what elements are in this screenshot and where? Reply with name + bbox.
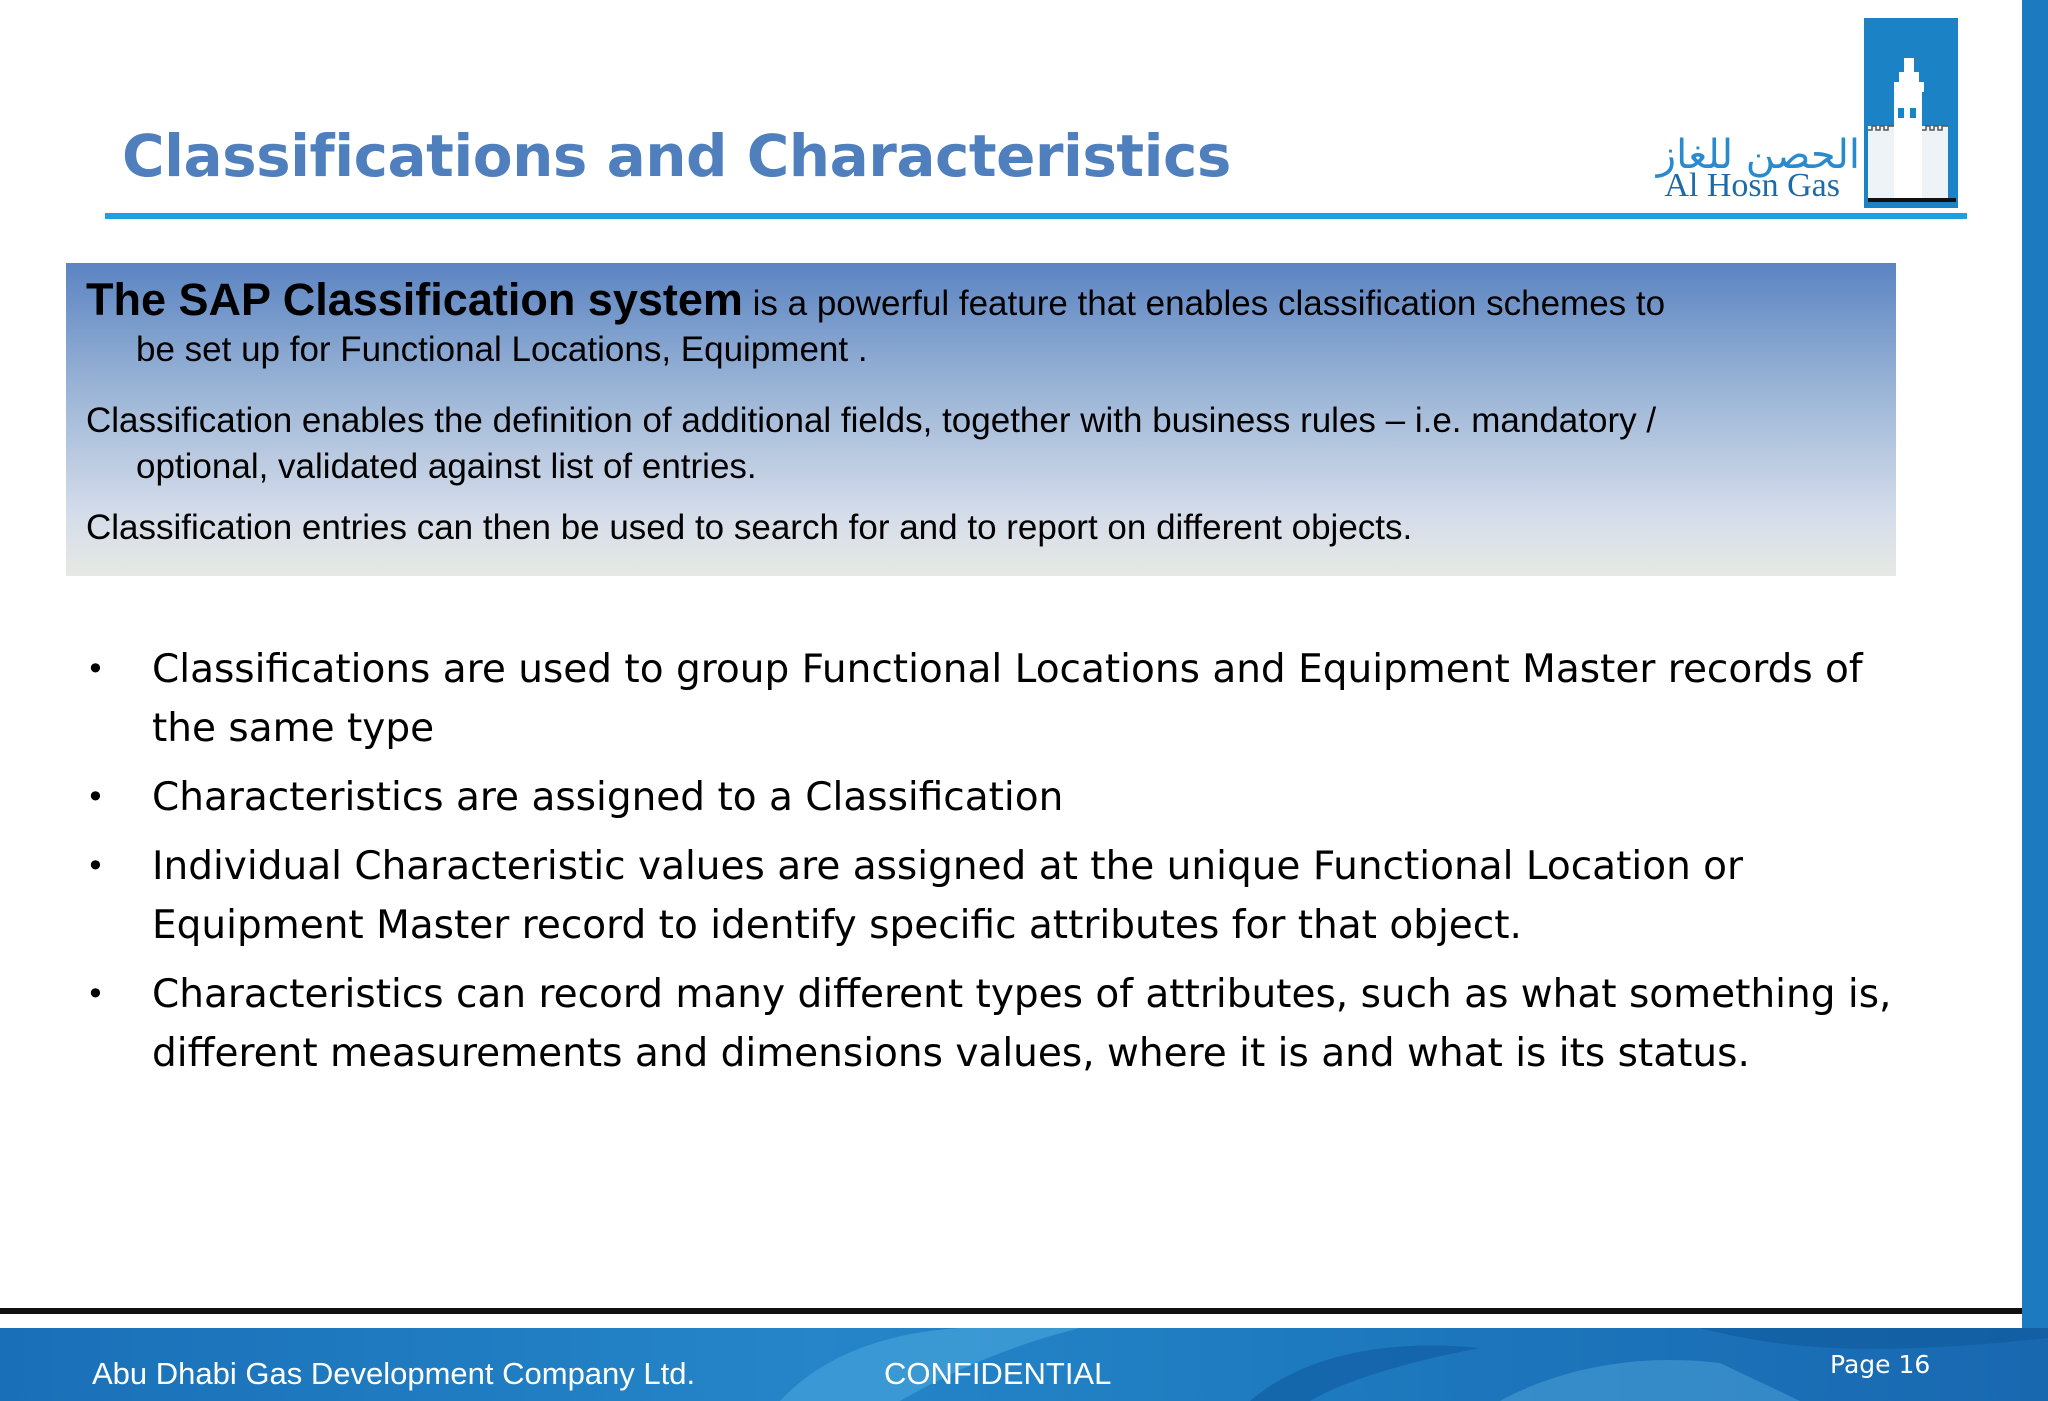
right-accent-bar [2022, 0, 2048, 1401]
list-item [86, 837, 1956, 955]
intro-paragraph-3: Classification entries can then be used to search for and to report on different objects. [86, 508, 1413, 547]
list-item [86, 965, 1956, 1083]
intro-bold-phrase: The SAP Classification system [86, 274, 743, 325]
intro-paragraph-1 [86, 274, 1876, 373]
footer-page-number: Page 16 [1830, 1350, 1931, 1379]
footer-rule [0, 1308, 2022, 1314]
logo-english-text: Al Hosn Gas [1664, 167, 1840, 204]
bullet-icon: • [86, 847, 105, 885]
bullet-text-line1: Characteristics are assigned to a Classification [152, 775, 1064, 820]
intro-p1-line2: be set up for Functional Locations, Equipment . [136, 330, 868, 369]
bullet-text-line2: different measurements and dimensions values, where it is and what is its status. [152, 1031, 1750, 1076]
footer-confidential-label: CONFIDENTIAL [884, 1356, 1112, 1391]
bullet-text-line2: Equipment Master record to identify specific attributes for that object. [152, 903, 1522, 948]
intro-p2-line2: optional, validated against list of entries. [136, 447, 757, 486]
slide-title: Classifications and Characteristics [122, 122, 1231, 190]
tower-icon [1864, 18, 1958, 208]
bullet-text-line1: Characteristics can record many different types of attributes, such as what something is, [152, 972, 1892, 1017]
bullet-text-line2: the same type [152, 706, 435, 751]
footer-company-name: Abu Dhabi Gas Development Company Ltd. [92, 1356, 696, 1391]
intro-paragraph-2 [86, 398, 1876, 490]
logo-arabic-text: الحصن للغاز [1656, 132, 1860, 178]
intro-p2-line1: Classification enables the definition of additional fields, together with business rules – i.e. mandatory / [86, 401, 1657, 440]
bullet-text-line1: Individual Characteristic values are assigned at the unique Functional Location or [152, 844, 1744, 889]
list-item [86, 768, 1956, 827]
bullet-icon: • [86, 778, 105, 816]
bullet-icon: • [86, 650, 105, 688]
title-underline [105, 213, 1967, 219]
intro-p1-rest: is a powerful feature that enables classification schemes to [742, 284, 1666, 323]
list-item [86, 640, 1956, 758]
bullet-icon: • [86, 975, 105, 1013]
bullet-text-line1: Classifications are used to group Functional Locations and Equipment Master records of [152, 647, 1863, 692]
bullet-list [86, 640, 1956, 1093]
